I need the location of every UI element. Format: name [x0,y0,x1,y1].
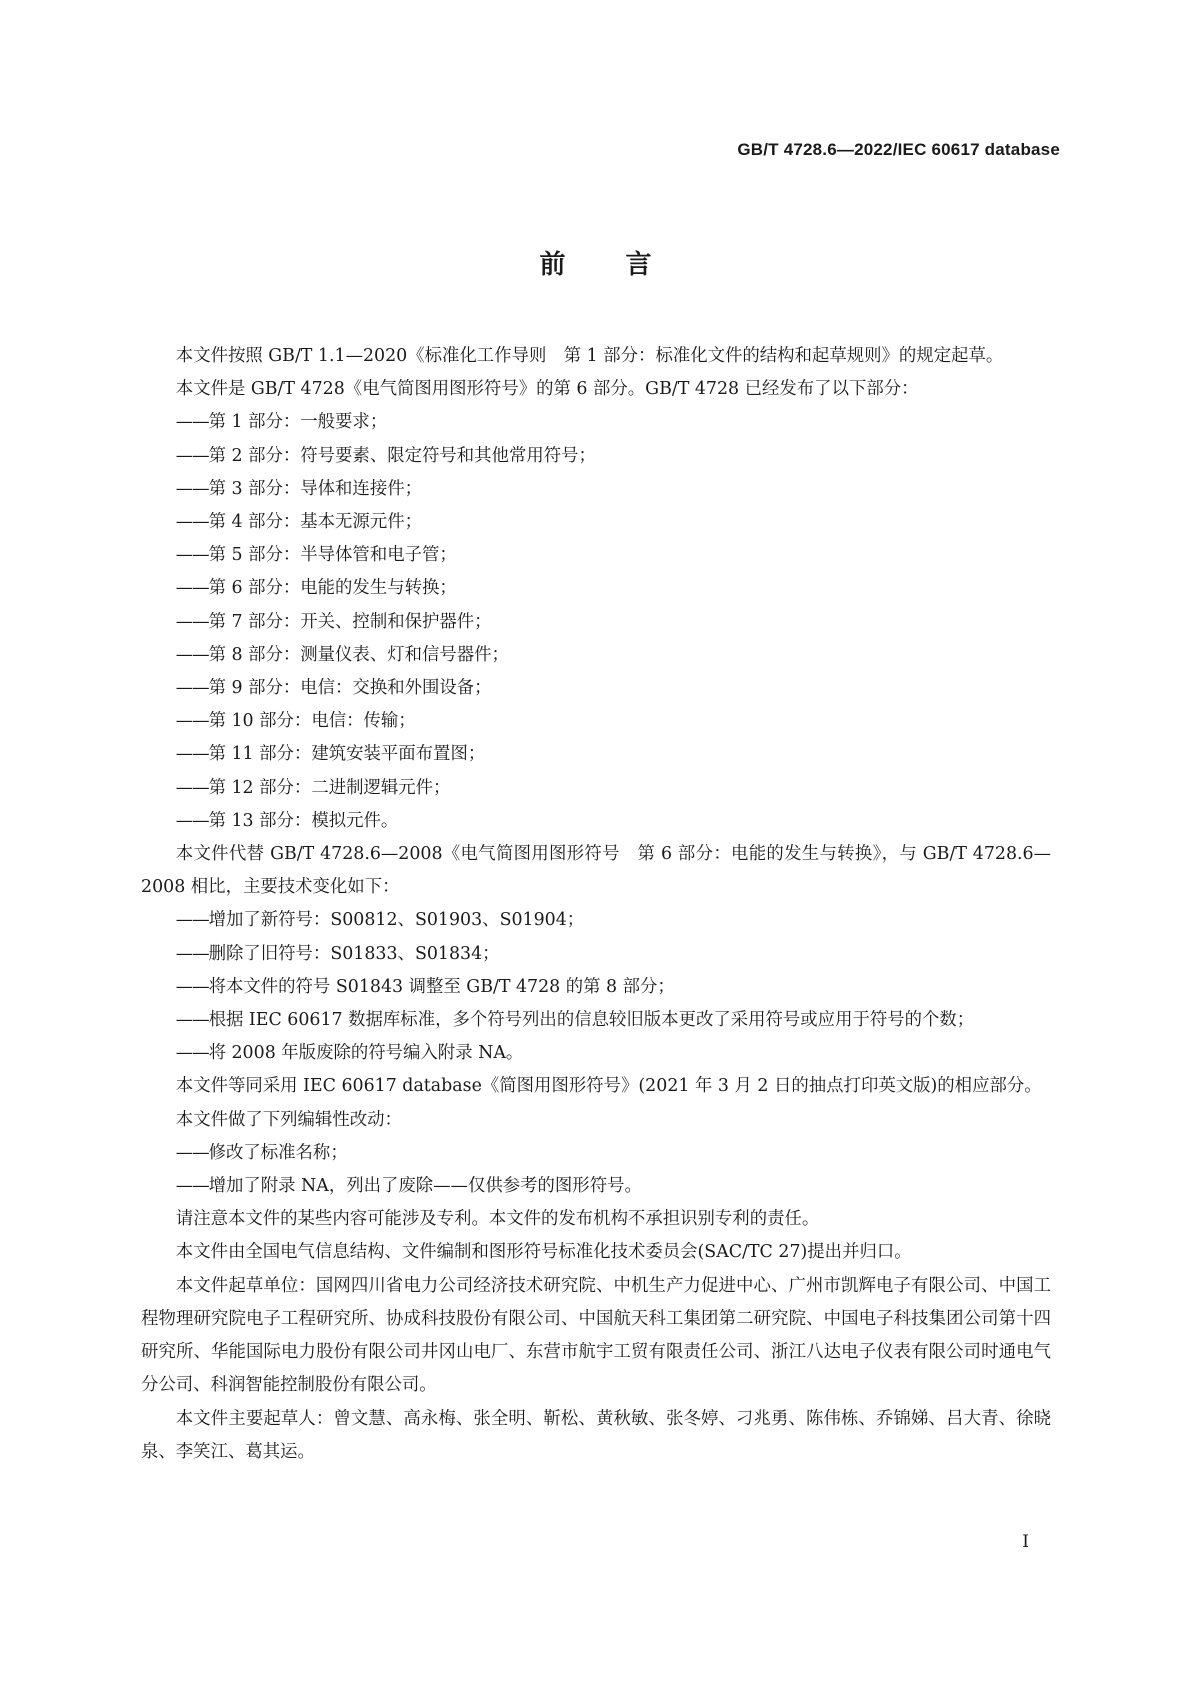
paragraph: 本文件按照 GB/T 1.1—2020《标准化工作导则 第 1 部分：标准化文件的结构和起草规则》的规定起草。 [175,346,1004,366]
em-dash: —— [175,578,209,599]
list-item [141,473,1051,506]
list-item-text: 第 5 部分：半导体管和电子管； [208,545,457,566]
page-title [0,244,1191,281]
list-item [141,639,1051,672]
paragraph: 本文件等同采用 IEC 60617 database《简图用图形符号》(2021 年 3 月 2 日的抽点打印英文版)的相应部分。 [175,1076,1042,1097]
title-char-2: 言 [625,250,652,280]
foreword-body [141,340,1051,1469]
list-item [141,1137,1051,1170]
list-item [141,672,1051,705]
list-item-text: 根据 IEC 60617 数据库标准，多个符号列出的信息较旧版本更改了采用符号或应用于符号的个数； [208,1010,975,1031]
list-item-text: 修改了标准名称； [208,1142,348,1163]
standard-code: GB/T 4728.6—2022/IEC 60617 database [737,140,1060,159]
em-dash: —— [175,910,209,931]
em-dash: —— [175,943,209,964]
em-dash: —— [175,810,209,831]
list-item [141,572,1051,605]
list-item-text: 第 13 部分：模拟元件。 [208,810,399,831]
paragraph: 本文件做了下列编辑性改动： [175,1109,402,1130]
em-dash: —— [175,1010,209,1031]
list-item [141,539,1051,572]
list-item-text: 第 9 部分：电信：交换和外围设备； [208,678,492,699]
em-dash: —— [175,478,209,499]
list-item [141,938,1051,971]
list-item [141,904,1051,937]
list-item [141,738,1051,771]
list-item [141,1004,1051,1037]
list-item-text: 增加了新符号：S00812、S01903、S01904； [208,910,585,931]
em-dash: —— [175,744,209,765]
em-dash: —— [175,412,209,433]
paragraph: 本文件代替 GB/T 4728.6—2008《电气简图用图形符号 第 6 部分：电能的发生与转换》，与 GB/T 4728.6—2008 相比，主要技术变化如下： [141,844,1051,898]
paragraph: 请注意本文件的某些内容可能涉及专利。本文件的发布机构不承担识别专利的责任。 [175,1209,820,1230]
paragraph: 本文件主要起草人：曾文慧、高永梅、张全明、靳松、黄秋敏、张冬婷、刁兆勇、陈伟栋、乔锦娣、吕大青、徐晓泉、李笑江、葛其运。 [141,1408,1051,1462]
paragraph: 本文件起草单位：国网四川省电力公司经济技术研究院、中机生产力促进中心、广州市凯辉电子有限公司、中国工程物理研究院电子工程研究所、协成科技股份有限公司、中国航天科工集团第二研究院、中国电子科技集团公司第十四研究所、华能国际电力股份有限公司井冈山电厂、东营市航宇工贸有限责任公司、浙江八达电子仪表有限公司时通电气分公司、科润智能控制股份有限公司。 [141,1275,1051,1396]
list-item [141,440,1051,473]
list-item-text: 第 3 部分：导体和连接件； [208,478,422,499]
list-item-text: 第 6 部分：电能的发生与转换； [208,578,457,599]
list-item-text: 第 12 部分：二进制逻辑元件； [208,777,451,798]
em-dash: —— [175,678,209,699]
list-item-text: 第 10 部分：电信：传输； [208,711,416,732]
em-dash: —— [175,512,209,533]
list-item-text: 第 7 部分：开关、控制和保护器件； [208,611,492,632]
list-item-text: 第 4 部分：基本无源元件； [208,512,422,533]
em-dash: —— [175,1176,209,1197]
page-number: I [1022,1532,1029,1552]
list-item-text: 第 11 部分：建筑安装平面布置图； [208,744,486,765]
list-item [141,772,1051,805]
list-item [141,406,1051,439]
em-dash: —— [175,976,209,997]
list-item [141,1170,1051,1203]
list-item-text: 将 2008 年版废除的符号编入附录 NA。 [208,1043,524,1064]
list-item-text: 第 1 部分：一般要求； [208,412,388,433]
paragraph: 本文件是 GB/T 4728《电气简图用图形符号》的第 6 部分。GB/T 4728 已经发布了以下部分： [175,379,919,400]
em-dash: —— [175,777,209,798]
title-char-1: 前 [539,250,566,280]
em-dash: —— [175,711,209,732]
list-item [141,805,1051,838]
em-dash: —— [175,1043,209,1064]
list-item-text: 将本文件的符号 S01843 调整至 GB/T 4728 的第 8 部分； [208,976,675,997]
em-dash: —— [175,445,209,466]
em-dash: —— [175,611,209,632]
list-item [141,606,1051,639]
list-item [141,971,1051,1004]
list-item [141,506,1051,539]
em-dash: —— [175,644,209,665]
list-item [141,1037,1051,1070]
list-item-text: 第 8 部分：测量仪表、灯和信号器件； [208,644,509,665]
list-item [141,705,1051,738]
list-item-text: 增加了附录 NA，列出了废除——仅供参考的图形符号。 [208,1176,642,1197]
list-item-text: 删除了旧符号：S01833、S01834； [208,943,500,964]
paragraph: 本文件由全国电气信息结构、文件编制和图形符号标准化技术委员会(SAC/TC 27)提出并归口。 [175,1242,912,1263]
em-dash: —— [175,545,209,566]
em-dash: —— [175,1142,209,1163]
list-item-text: 第 2 部分：符号要素、限定符号和其他常用符号； [208,445,596,466]
